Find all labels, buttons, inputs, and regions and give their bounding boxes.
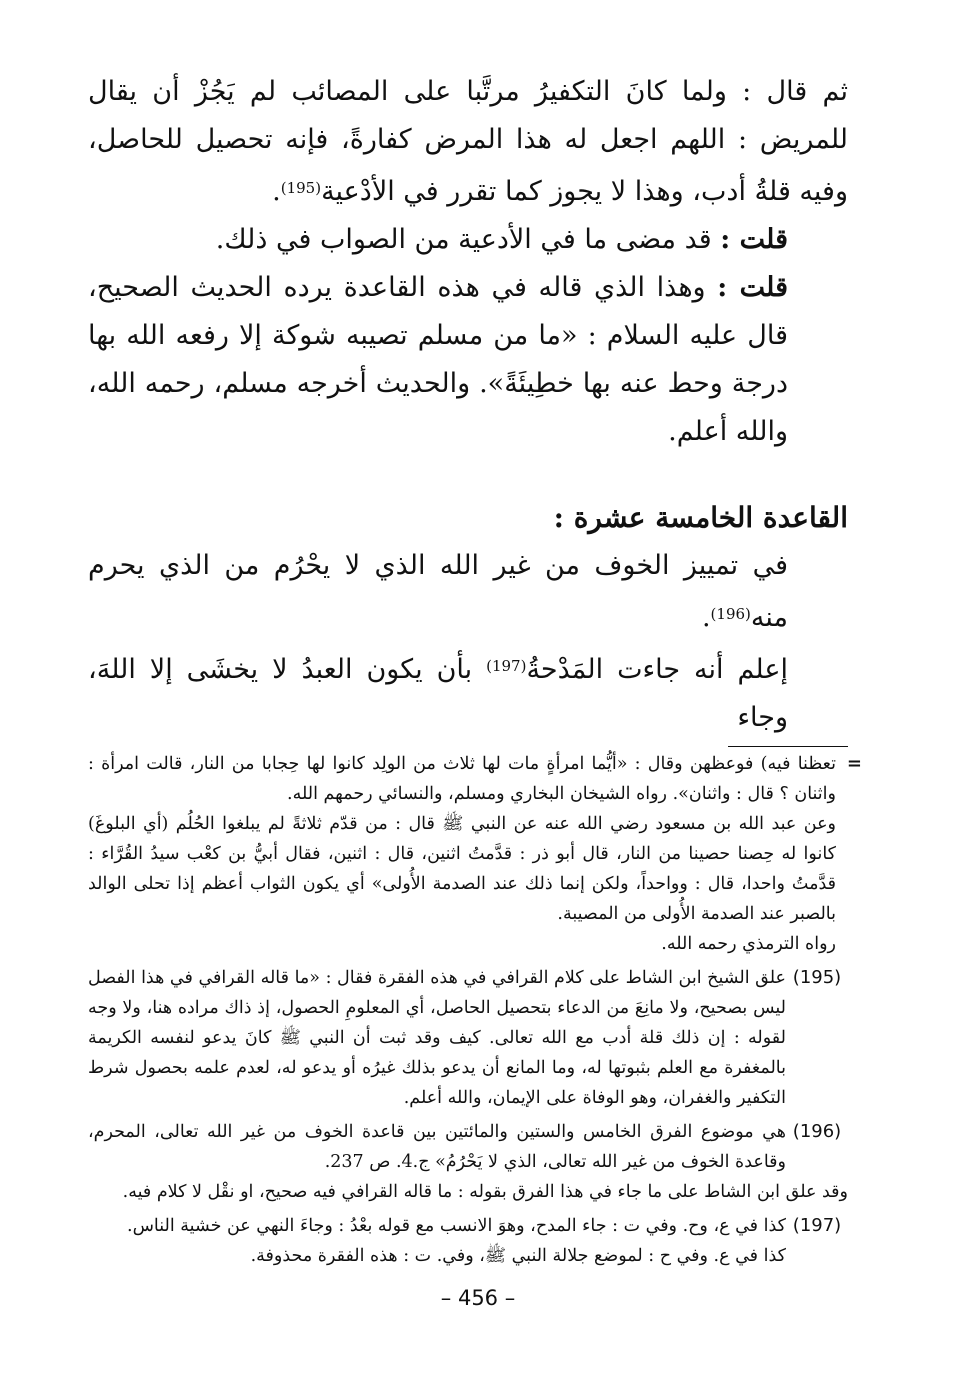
qult-paragraph	[88, 216, 848, 264]
footnote-line: رواه الترمذي رحمه الله.	[661, 934, 836, 954]
footnote-number: (197)	[792, 1215, 842, 1236]
footnote-line: وعن عبد الله بن مسعود رضي الله عنه عن النبي ﷺ قال : من قدّم ثلاثةً لم يبلغوا الحُلُم (أي البلوغَ) كانوا له حِصنا حصينا من النار، قال أبو ذر : قدَّمتُ اثنين، قال : اثنين، فقال أبيُّ بن كعْب سيدُ القُرَّاء : قدَّمتُ واحدا، قال : وواحداً، ولكن إنما ذلك عند الصدمة الأُولى» أي يكون الثواب أعظم إذا تحلى الوالد بالصبر عند الصدمة الأُولى من المصيبة.	[88, 814, 837, 924]
paragraph-text: ثم قال : ولما كانَ التكفيرُ مرتَّبا على المصائب لم يَجُزْ أن يقال للمريض : اللهم اجعل له هذا المرض كفارةً، فإنه تحصيل للحاصل، وفيه قلةُ أدب، وهذا لا يجوز كما تقرر في الأدْعية	[88, 76, 848, 207]
footnote-body	[88, 963, 786, 1113]
paragraph	[88, 542, 848, 642]
qult-label: قلت :	[720, 224, 788, 255]
footnote-text: كذا في ع، وح. وفي ت : جاء المدح، وهوَ الانسب مع قوله بعْدُ : وجاءَ النهي عن خشية الناس.	[127, 1216, 786, 1236]
paragraph-end: .	[272, 176, 281, 207]
qult-text: قد مضى ما في الأدعية من الصواب في ذلك.	[215, 224, 721, 255]
section-heading: القاعدة الخامسة عشرة :	[553, 501, 848, 534]
continuation-mark: =	[846, 753, 862, 774]
section-text	[88, 542, 848, 742]
footnote-text: هي موضوع الفرق الخامس والستين والمائتين بين قاعدة الخوف من غير الله تعالى، المحرم، وقاعدة الخوف من غير الله تعالى، الذي لا يَحْرُمُ» ج.4. ص 237.	[88, 1122, 786, 1172]
footnote-separator	[728, 746, 848, 747]
continued-footnote	[88, 749, 862, 959]
main-text	[88, 68, 848, 456]
footnote-number: (196)	[792, 1121, 842, 1142]
footnote-197	[88, 1211, 848, 1271]
footnote-195	[88, 963, 848, 1113]
footnote-ref[interactable]: (195)	[280, 179, 322, 197]
footnote-line: تعظنا فيه) فوعظهن وقال : «أيُّما امرأةٍ مات لها ثلاث من الولِد كانوا لها حِجابا من النار، قالت امرأة : واثنان ؟ قال : واثنان». رواه الشيخان البخاري ومسلم، والنسائي رحمهم الله.	[88, 754, 836, 804]
footnote-ref[interactable]: (196)	[710, 605, 751, 623]
page-number: – 456 –	[440, 1286, 516, 1310]
footnote-ref[interactable]: (197)	[486, 657, 527, 675]
page	[88, 68, 862, 1271]
paragraph	[88, 68, 848, 216]
footnotes	[88, 746, 862, 1271]
footnote-number: (195)	[792, 967, 842, 988]
paragraph-text: بأن يكون العبدُ لا يخشَى إلا اللهَ، وجاء	[88, 654, 788, 733]
qult-label: قلت :	[717, 272, 788, 303]
footnote-196	[88, 1117, 848, 1207]
paragraph	[88, 642, 848, 742]
footnote-body	[88, 1211, 786, 1271]
paragraph-text: إعلم أنه جاءت المَدْحةُ	[526, 654, 788, 685]
footnote-text: كذا في ع. وفي ح : لموضع جلالة النبي ﷺ، وفي. ت : هذه الفقرة محذوفة.	[250, 1246, 786, 1266]
paragraph-text: في تمييز الخوف من غير الله الذي لا يحْرُم من الذي يحرم منه	[88, 550, 788, 633]
paragraph-end: .	[701, 602, 711, 633]
footnote-text: علق الشيخ ابن الشاط على كلام القرافي في هذه الفقرة فقال : «ما قاله القرافي في هذا الفصل ليس بصحيح، ولا مانِعَ من الدعاء بتحصيل الحاصل، أي المعلومِ الحصول، إذ ذاك مراده هنا، ولا وجه لقوله : إن ذلك قلة أدب مع الله تعالى. كيف وقد ثبت أن النبي ﷺ كانَ يدعو لنفسه الكريمة بالمغفرة مع العلم بثبوتها له، وما المانع أن يدعو بذلك غيرُه أو يدعو له، لعدم علمه بحصول شرط التكفير والغفران، وهو الوفاة على الإيمان، والله أعلم.	[88, 968, 786, 1108]
qult-paragraph	[88, 264, 848, 456]
footnote-text: وقد علق ابن الشاط على ما جاء في هذا الفرق بقوله : ما قاله القرافي فيه صحيح، او نقْل لا كلام فيه.	[122, 1182, 848, 1202]
qult-text: وهذا الذي قاله في هذه القاعدة يرده الحديث الصحيح، قال عليه السلام : «ما من مسلم تصيبه شوكة إلا رفعه الله بها درجة وحط عنه بها خطِيئَةً». والحديث أخرجه مسلم، رحمه الله، والله أعلم.	[88, 272, 788, 447]
